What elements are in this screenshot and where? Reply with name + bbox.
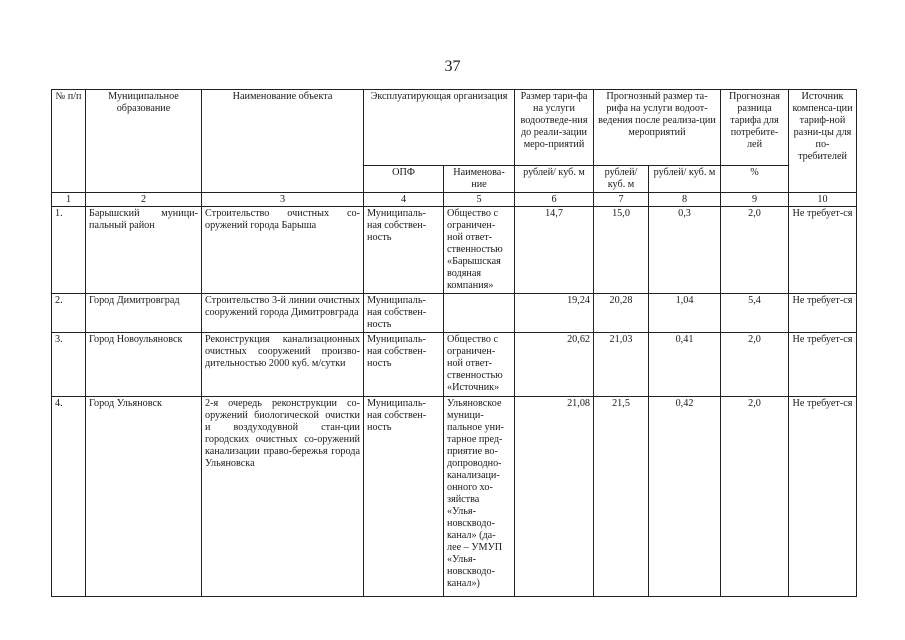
column-number: 10 — [789, 193, 857, 207]
column-number: 8 — [649, 193, 721, 207]
table-row — [52, 294, 857, 333]
tariff-after-cell: 20,28 — [594, 294, 649, 333]
column-number: 6 — [515, 193, 594, 207]
municipality-cell: Город Ульяновск — [86, 397, 202, 597]
column-number: 9 — [721, 193, 789, 207]
municipality-cell: Город Димитровград — [86, 294, 202, 333]
header-unit-after-1: рублей/ куб. м — [594, 166, 649, 193]
column-number: 7 — [594, 193, 649, 207]
header-unit-before: рублей/ куб. м — [515, 166, 594, 193]
opf-cell: Муниципаль-ная собствен-ность — [364, 207, 444, 294]
row-number: 2. — [52, 294, 86, 333]
organization-name-cell: Общество с ограничен- ной ответ- ственностью «Барышская водяная компания» — [444, 207, 515, 294]
header-tariff-after: Прогнозный размер та-рифа на услуги водоот-ведения после реализа-ции мероприятий — [594, 90, 721, 166]
object-cell: Реконструкция канализационных очистных сооружений произво-дительностью 2000 куб. м/сутки — [202, 333, 364, 397]
header-source: Источник компенса-ции тариф-ной разни-цы для по-требителей — [789, 90, 857, 193]
difference-rub-cell: 0,3 — [649, 207, 721, 294]
table-row — [52, 207, 857, 294]
row-number: 4. — [52, 397, 86, 597]
table-row — [52, 397, 857, 597]
header-tariff-before: Размер тари-фа на услуги водоотведе-ния до реали-зации меро-приятий — [515, 90, 594, 166]
difference-percent-cell: 2,0 — [721, 397, 789, 597]
header-num: № п/п — [52, 90, 86, 193]
tariff-table — [51, 89, 857, 597]
organization-name-cell: Ульяновское муници- пальное уни- тарное пред- приятие во- допроводно- канализаци- онного хо- зяйства «Улья- новскводо- канал» (да- лее – УМУП «Улья- новскводо- канал») — [444, 397, 515, 597]
tariff-before-cell: 14,7 — [515, 207, 594, 294]
tariff-after-cell: 15,0 — [594, 207, 649, 294]
header-municipality: Муниципальное образование — [86, 90, 202, 193]
column-number: 5 — [444, 193, 515, 207]
object-cell: Строительство очистных со-оружений города Барыша — [202, 207, 364, 294]
object-cell: 2-я очередь реконструкции со-оружений биологической очистки и воздуходувной стан-ции городских очистных со-оружений канализации право-бережья города Ульяновска — [202, 397, 364, 597]
tariff-before-cell: 19,24 — [515, 294, 594, 333]
column-number-row — [52, 193, 857, 207]
compensation-source-cell: Не требует-ся — [789, 294, 857, 333]
opf-cell: Муниципаль-ная собствен-ность — [364, 397, 444, 597]
difference-rub-cell: 0,41 — [649, 333, 721, 397]
row-number: 3. — [52, 333, 86, 397]
organization-name-cell — [444, 294, 515, 333]
opf-cell: Муниципаль-ная собствен-ность — [364, 294, 444, 333]
row-number: 1. — [52, 207, 86, 294]
object-cell: Строительство 3-й линии очистных сооружений города Димитровграда — [202, 294, 364, 333]
difference-percent-cell: 5,4 — [721, 294, 789, 333]
difference-rub-cell: 1,04 — [649, 294, 721, 333]
tariff-after-cell: 21,03 — [594, 333, 649, 397]
header-name: Наименова-ние — [444, 166, 515, 193]
difference-rub-cell: 0,42 — [649, 397, 721, 597]
page-number: 37 — [444, 58, 461, 75]
table-row — [52, 333, 857, 397]
tariff-before-cell: 20,62 — [515, 333, 594, 397]
compensation-source-cell: Не требует-ся — [789, 207, 857, 294]
municipality-cell: Город Новоульяновск — [86, 333, 202, 397]
column-number: 1 — [52, 193, 86, 207]
header-unit-after-2: рублей/ куб. м — [649, 166, 721, 193]
header-difference: Прогнозная разница тарифа для потребите-лей — [721, 90, 789, 166]
opf-cell: Муниципаль-ная собствен-ность — [364, 333, 444, 397]
compensation-source-cell: Не требует-ся — [789, 333, 857, 397]
header-unit-percent: % — [721, 166, 789, 193]
header-operator: Эксплуатирующая организация — [364, 90, 515, 166]
municipality-cell: Барышский муници-пальный район — [86, 207, 202, 294]
column-number: 4 — [364, 193, 444, 207]
header-object: Наименование объекта — [202, 90, 364, 193]
column-number: 2 — [86, 193, 202, 207]
difference-percent-cell: 2,0 — [721, 333, 789, 397]
difference-percent-cell: 2,0 — [721, 207, 789, 294]
tariff-after-cell: 21,5 — [594, 397, 649, 597]
column-number: 3 — [202, 193, 364, 207]
compensation-source-cell: Не требует-ся — [789, 397, 857, 597]
tariff-before-cell: 21,08 — [515, 397, 594, 597]
organization-name-cell: Общество с ограничен- ной ответ- ственностью «Источник» — [444, 333, 515, 397]
header-row-1 — [52, 90, 857, 166]
header-opf: ОПФ — [364, 166, 444, 193]
